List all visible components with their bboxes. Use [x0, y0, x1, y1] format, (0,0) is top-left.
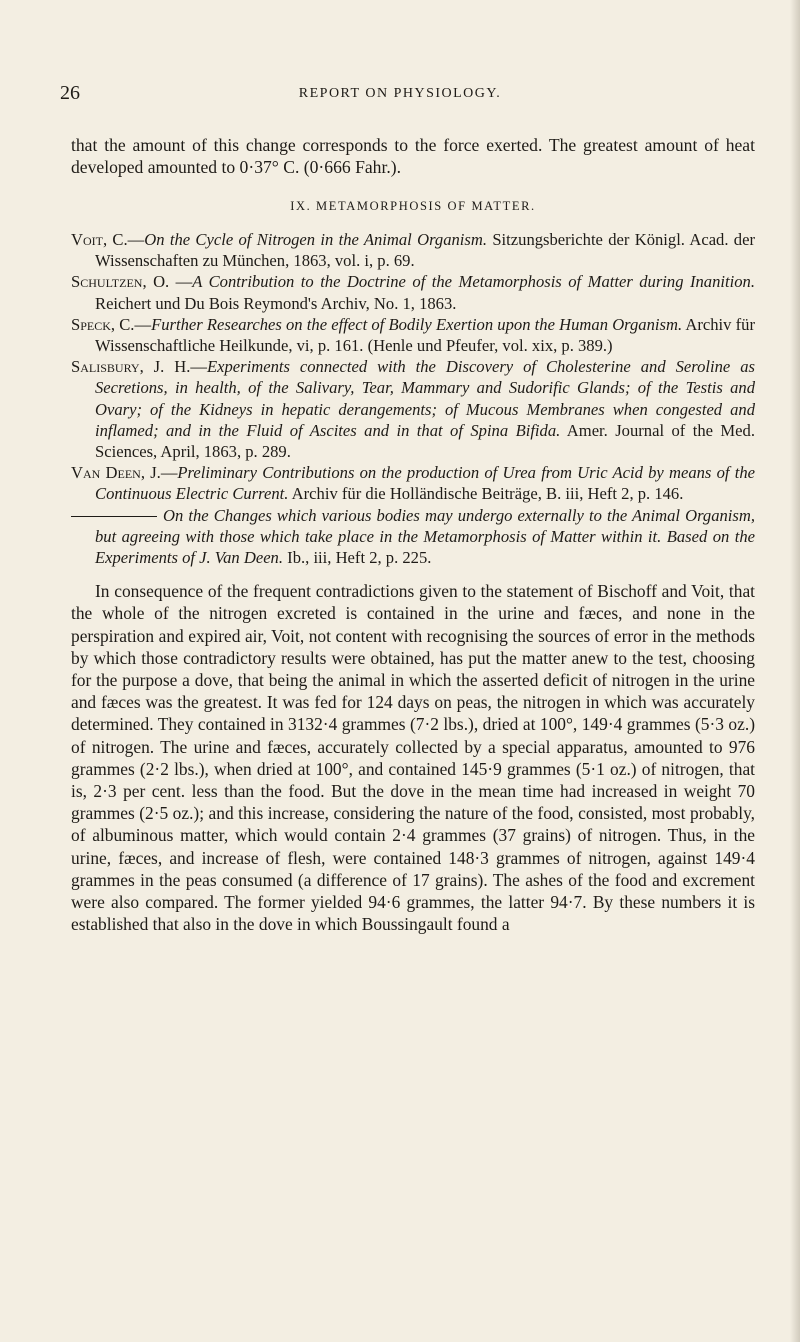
running-head: REPORT ON PHYSIOLOGY.: [298, 86, 502, 101]
section-heading: IX. METAMORPHOSIS OF MATTER.: [290, 198, 536, 213]
bibliography-entry: Voit, C.—On the Cycle of Nitrogen in the Animal Organism. Sitzungsberichte der Königl. Acad. der Wissenschaften zu München, 1863, vol. i, p. 69.: [71, 229, 755, 271]
page-header: [60, 82, 740, 104]
entry-title: Preliminary Contributions on the production of Urea from Uric Acid by means of the Continuous Electric Current.: [95, 463, 755, 504]
entry-author: Speck, C.: [71, 314, 135, 334]
bibliography-entry: [71, 505, 755, 569]
entry-author: Schultzen, O.: [71, 272, 170, 292]
entry-title: Further Researches on the effect of Bodily Exertion upon the Human Organism.: [151, 314, 683, 334]
page-body: [71, 134, 755, 935]
entry-source: Amer. Journal of the Med. Sciences, April, 1863, p. 289.: [95, 420, 755, 461]
intro-paragraph: that the amount of this change corresponds to the force exerted. The greatest amount of heat developed amounted to 0·37° C. (0·666 Fahr.).: [71, 135, 755, 178]
page-edge-shadow: [790, 0, 800, 1342]
bibliography: [71, 229, 755, 568]
entry-source: Archiv für Wissenschaftliche Heilkunde, vi, p. 161. (Henle und Pfeufer, vol. xix, p. 389.): [95, 314, 756, 355]
bibliography-entry: Van Deen, J.—Preliminary Contributions on the production of Urea from Uric Acid by means of the Continuous Electric Current. Archiv für die Holländische Beiträge, B. iii, Heft 2, p. 146.: [71, 463, 755, 504]
entry-title: On the Cycle of Nitrogen in the Animal Organism.: [144, 229, 488, 249]
entry-author: Voit, C.: [71, 229, 128, 249]
bibliography-entry: Schultzen, O. —A Contribution to the Doctrine of the Metamorphosis of Matter during Inanition. Reichert und Du Bois Reymond's Archiv, No. 1, 1863.: [71, 272, 755, 313]
ditto-rule: [71, 516, 157, 517]
entry-author: Salisbury, J. H.: [71, 357, 191, 377]
bibliography-entry: Speck, C.—Further Researches on the effect of Bodily Exertion upon the Human Organism. Archiv für Wissenschaftliche Heilkunde, vi, p. 161. (Henle und Pfeufer, vol. xix, p. 389.): [71, 314, 756, 355]
entry-source: Archiv für die Holländische Beiträge, B. iii, Heft 2, p. 146.: [291, 484, 684, 504]
entry-title: Experiments connected with the Discovery of Cholesterine and Seroline as Secretions, in health, of the Salivary, Tear, Mammary and Sudorific Glands; of the Testis and Ovary; of the Kidneys in hepatic derangements; of Mucous Membranes when congested and inflamed; and in the Fluid of Ascites and in that of Spina Bifida.: [95, 357, 755, 440]
entry-source: Ib., iii, Heft 2, p. 225.: [287, 547, 432, 567]
entry-title: A Contribution to the Doctrine of the Metamorphosis of Matter during Inanition.: [192, 272, 755, 292]
entry-title: On the Changes which various bodies may undergo externally to the Animal Organism, but agreeing with those which take place in the Metamorphosis of Matter within it. Based on the Experiments of J. Van Deen.: [95, 505, 755, 567]
page-number: 26: [60, 82, 80, 104]
main-paragraph: In consequence of the frequent contradictions given to the statement of Bischoff and Voit, that the whole of the nitrogen excreted is contained in the urine and fæces, and none in the perspiration and expired air, Voit, not content with recognising the sources of error in the methods by which those contradictory results were obtained, has put the matter anew to the test, choosing for the purpose a dove, that being the animal in which the asserted deficit of nitrogen in the urine and fæces was the greatest. It was fed for 124 days on peas, the nitrogen in which was accurately determined. They contained in 3132·4 grammes (7·2 lbs.), dried at 100°, 149·4 grammes (5·3 oz.) of nitrogen. The urine and fæces, accurately collected by a special apparatus, amounted to 976 grammes (2·2 lbs.), when dried at 100°, and contained 145·9 grammes (5·1 oz.) of nitrogen, that is, 2·3 per cent. less than the food. But the dove in the mean time had increased in weight 70 grammes (2·5 oz.); and this increase, considering the nature of the food, consisted, most probably, of albuminous matter, which would contain 2·4 grammes (37 grains) of nitrogen. Thus, in the urine, fæces, and increase of flesh, were contained 148·3 grammes of nitrogen, against 149·4 grammes in the peas consumed (a difference of 17 grains). The ashes of the food and excrement were also compared. The former yielded 94·6 grammes, the latter 94·7. By these numbers it is established that also in the dove in which Boussingault found a: [71, 581, 755, 935]
entry-source: Reichert und Du Bois Reymond's Archiv, No. 1, 1863.: [95, 293, 457, 313]
entry-author: Van Deen, J.: [71, 463, 161, 483]
entry-source: Sitzungsberichte der Königl. Acad. der Wissenschaften zu München, 1863, vol. i, p. 69.: [95, 229, 755, 271]
bibliography-entry: Salisbury, J. H.—Experiments connected with the Discovery of Cholesterine and Seroline as Secretions, in health, of the Salivary, Tear, Mammary and Sudorific Glands; of the Testis and Ovary; of the Kidneys in hepatic derangements; of Mucous Membranes when congested and inflamed; and in the Fluid of Ascites and in that of Spina Bifida. Amer. Journal of the Med. Sciences, April, 1863, p. 289.: [71, 357, 755, 461]
